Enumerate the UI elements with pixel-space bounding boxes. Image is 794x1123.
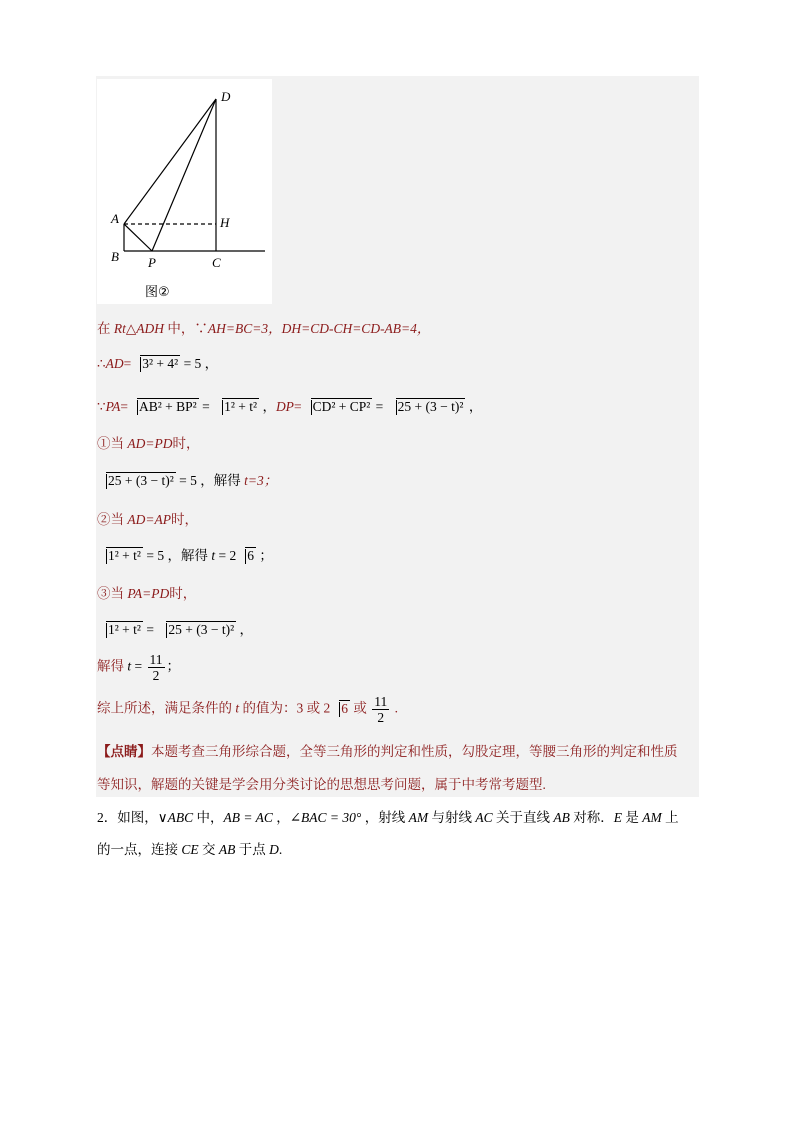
text: = — [120, 399, 128, 414]
sqrt-expression — [157, 621, 236, 638]
radicand: 25 + (3 − t)² — [168, 622, 235, 637]
text: 上 — [661, 810, 679, 825]
math: E — [613, 810, 622, 825]
text: = — [123, 356, 132, 371]
figure-2 — [97, 79, 272, 304]
geometry-diagram — [97, 79, 272, 304]
label-h: H — [220, 215, 230, 230]
text: = 5 ，解得 — [175, 473, 245, 488]
label-a: A — [111, 211, 119, 226]
var: DP — [275, 399, 294, 414]
text: 对称． — [569, 810, 614, 825]
sqrt-expression — [97, 547, 143, 564]
label-c: C — [212, 255, 221, 270]
radicand: 1² + t² — [108, 622, 141, 637]
case-1-heading — [97, 432, 199, 452]
numerator: 11 — [149, 652, 163, 667]
radicand: 6 — [247, 548, 254, 563]
math: ∠BAC = 30° — [289, 810, 362, 825]
text: 交 — [198, 842, 219, 857]
fraction — [372, 694, 389, 725]
note-text: 等知识，解题的关键是学会用分类讨论的思想思考问题，属于中考常考题型. — [97, 777, 546, 792]
segment-pd — [152, 99, 216, 251]
sqrt-expression — [387, 398, 466, 415]
math: AM — [642, 810, 662, 825]
radicand: 25 + (3 − t)² — [108, 473, 174, 488]
condition: AD=AP — [127, 512, 171, 527]
math: AB — [218, 842, 236, 857]
text: 或 — [350, 700, 371, 716]
text: = 5 ，解得 — [142, 548, 212, 563]
text: . — [391, 700, 399, 716]
var: t — [127, 658, 132, 674]
radicand: 3² + 4² — [142, 356, 179, 371]
text: = — [372, 399, 387, 414]
text: ，射线 — [361, 810, 409, 825]
sqrt-expression — [97, 621, 143, 638]
case-3-equation — [97, 618, 253, 638]
text: 时， — [172, 436, 200, 451]
text: ， — [272, 810, 290, 825]
condition: PA=PD — [127, 586, 170, 601]
math: CE — [181, 842, 199, 857]
equation: AH=BC=3，DH=CD-CH=CD-AB=4， — [207, 321, 431, 336]
text: ； — [255, 548, 273, 563]
problem-2-line-2 — [97, 838, 282, 858]
sqrt-expression — [302, 398, 373, 415]
text: ①当 — [97, 436, 128, 451]
text: 在 — [97, 321, 114, 336]
radicand: CD² + CP² — [312, 399, 371, 414]
label-p: P — [148, 255, 156, 270]
result: t=3； — [244, 473, 278, 488]
case-3-result — [97, 652, 180, 683]
note-line-1 — [97, 740, 678, 760]
note-tag: 【点睛】 — [97, 744, 151, 759]
text: = — [142, 622, 158, 637]
text: 关于直线 — [492, 810, 554, 825]
text: 时， — [170, 512, 198, 527]
text: = — [198, 399, 214, 414]
radicand: 6 — [341, 700, 349, 716]
text: = 5 ， — [180, 356, 219, 371]
math: AM — [408, 810, 429, 825]
var: t — [211, 548, 216, 563]
fraction — [148, 652, 165, 683]
case-1-equation — [97, 469, 277, 489]
solution-line-3 — [97, 395, 482, 415]
sqrt-expression — [236, 547, 256, 564]
text: 时， — [169, 586, 197, 601]
text: ； — [166, 658, 181, 674]
text: = 2 — [215, 548, 237, 563]
sqrt-expression — [213, 398, 259, 415]
radicand: 25 + (3 − t)² — [397, 399, 464, 414]
label-b: B — [111, 249, 119, 264]
radicand: 1² + t² — [108, 548, 141, 563]
math: AC — [475, 810, 493, 825]
text: 的一点，连接 — [97, 842, 182, 857]
text: 与射线 — [428, 810, 476, 825]
text: 于点 — [235, 842, 270, 857]
text: ②当 — [97, 512, 128, 527]
var: t — [235, 700, 240, 716]
sqrt-expression — [330, 700, 350, 717]
case-2-heading — [97, 508, 198, 528]
var: AD — [105, 356, 124, 371]
summary-line — [97, 694, 398, 725]
text: 2．如图， — [97, 810, 158, 825]
text: 中，∵ — [164, 321, 208, 336]
sqrt-expression — [128, 398, 199, 415]
var: PA — [105, 399, 121, 414]
text: 是 — [621, 810, 643, 825]
label-d: D — [221, 89, 231, 104]
denominator: 2 — [152, 668, 160, 683]
sqrt-expression — [131, 355, 180, 372]
text: ， — [236, 622, 253, 637]
segment-ap — [124, 224, 152, 251]
triangle-name: Rt△ADH — [113, 321, 164, 336]
figure-caption: 图② — [145, 285, 170, 300]
math: AB = AC — [223, 810, 273, 825]
math: AB — [553, 810, 570, 825]
segment-ad — [124, 99, 216, 224]
because-symbol: ∵ — [97, 399, 106, 414]
text: = — [131, 658, 146, 674]
text: ， — [259, 399, 276, 414]
text: 的值为：3 或 2 — [239, 700, 331, 716]
numerator: 11 — [374, 694, 388, 709]
text: ， — [465, 399, 483, 414]
therefore-symbol: ∴ — [97, 356, 106, 371]
case-3-heading — [97, 582, 196, 602]
math: D — [269, 842, 279, 857]
text: 综上所述，满足条件的 — [97, 700, 236, 716]
note-text: 本题考查三角形综合题，全等三角形的判定和性质，勾股定理，等腰三角形的判定和性质 — [151, 744, 678, 759]
text: 中， — [193, 810, 224, 825]
sqrt-expression — [97, 472, 176, 489]
problem-2-line-1 — [97, 806, 679, 826]
text: . — [278, 842, 283, 857]
case-2-equation — [97, 544, 273, 564]
solution-line-1 — [97, 317, 430, 337]
math: ∨ABC — [157, 810, 194, 825]
solution-line-2 — [97, 352, 218, 372]
radicand: AB² + BP² — [138, 399, 197, 414]
denominator: 2 — [377, 710, 385, 725]
note-line-2 — [97, 773, 546, 793]
text: 解得 — [97, 658, 128, 674]
radicand: 1² + t² — [224, 399, 258, 414]
text: ③当 — [97, 586, 128, 601]
text: = — [293, 399, 302, 414]
condition: AD=PD — [127, 436, 173, 451]
